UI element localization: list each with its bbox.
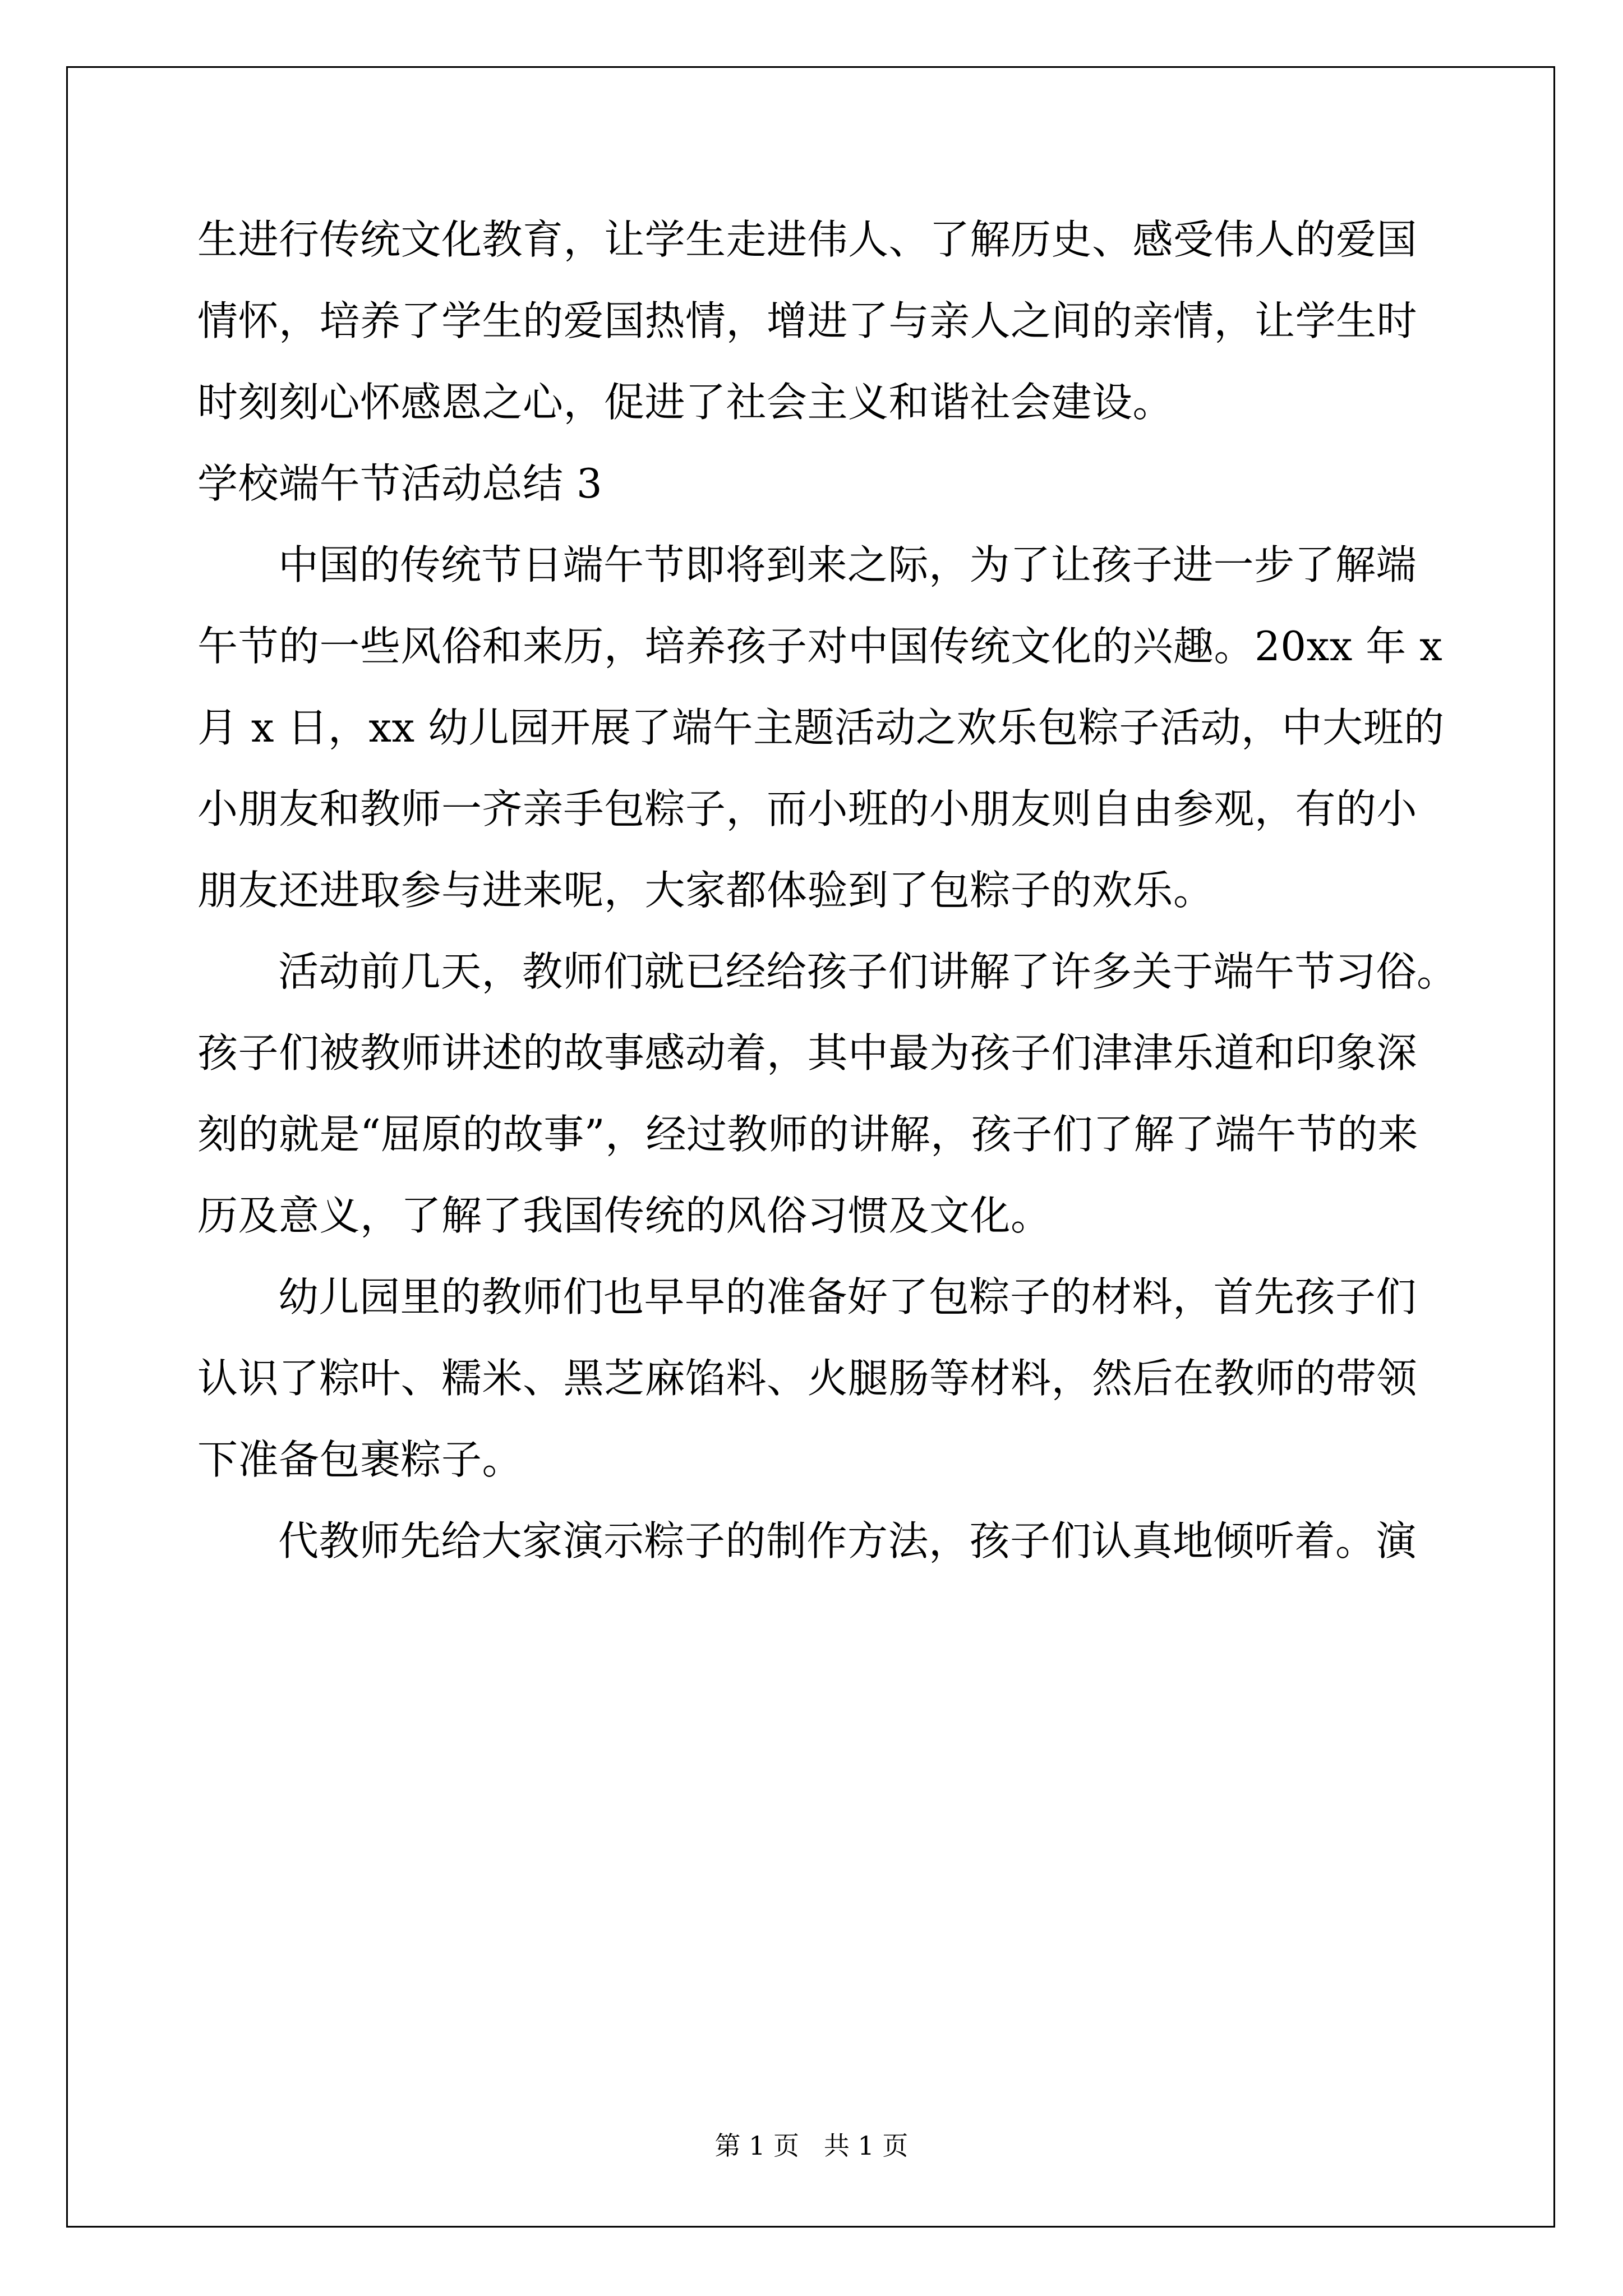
- body-line: 认识了粽叶、糯米、黑芝麻馅料、火腿肠等材料，然后在教师的带领: [197, 1355, 1418, 1402]
- body-line: 时刻刻心怀感恩之心，促进了社会主义和谐社会建设。: [197, 379, 1174, 426]
- paragraph-start: 代教师先给大家演示粽子的制作方法，孩子们认真地倾听着。演: [278, 1517, 1417, 1565]
- body-line: 小朋友和教师一齐亲手包粽子，而小班的小朋友则自由参观，有的小: [197, 785, 1418, 832]
- page-footer: 第 1 页 共 1 页: [714, 2131, 909, 2161]
- body-line: 生进行传统文化教育，让学生走进伟人、了解历史、感受伟人的爱国: [197, 216, 1418, 263]
- body-line: 朋友还进取参与进来呢，大家都体验到了包粽子的欢乐。: [197, 867, 1214, 914]
- body-line: 下准备包裹粽子。: [197, 1436, 523, 1483]
- paragraph-start: 活动前几天，教师们就已经给孩子们讲解了许多关于端午节习俗。: [278, 948, 1458, 995]
- body-line: 午节的一些风俗和来历，培养孩子对中国传统文化的兴趣。20xx 年 x: [197, 623, 1443, 670]
- body-line: 刻的就是“屈原的故事”，经过教师的讲解，孩子们了解了端午节的来: [197, 1111, 1419, 1158]
- body-line: 月 x 日，xx 幼儿园开展了端午主题活动之欢乐包粽子活动，中大班的: [197, 704, 1445, 751]
- document-body: [197, 199, 1458, 1582]
- paragraph-start: 幼儿园里的教师们也早早的准备好了包粽子的材料，首先孩子们: [278, 1273, 1417, 1320]
- body-line: 孩子们被教师讲述的故事感动着，其中最为孩子们津津乐道和印象深: [197, 1029, 1418, 1076]
- body-line: 历及意义，了解了我国传统的风俗习惯及文化。: [197, 1192, 1052, 1239]
- body-line: 情怀，培养了学生的爱国热情，增进了与亲人之间的亲情，让学生时: [197, 297, 1418, 344]
- section-heading: 学校端午节活动总结 3: [197, 460, 603, 507]
- paragraph-start: 中国的传统节日端午节即将到来之际，为了让孩子进一步了解端: [278, 541, 1417, 588]
